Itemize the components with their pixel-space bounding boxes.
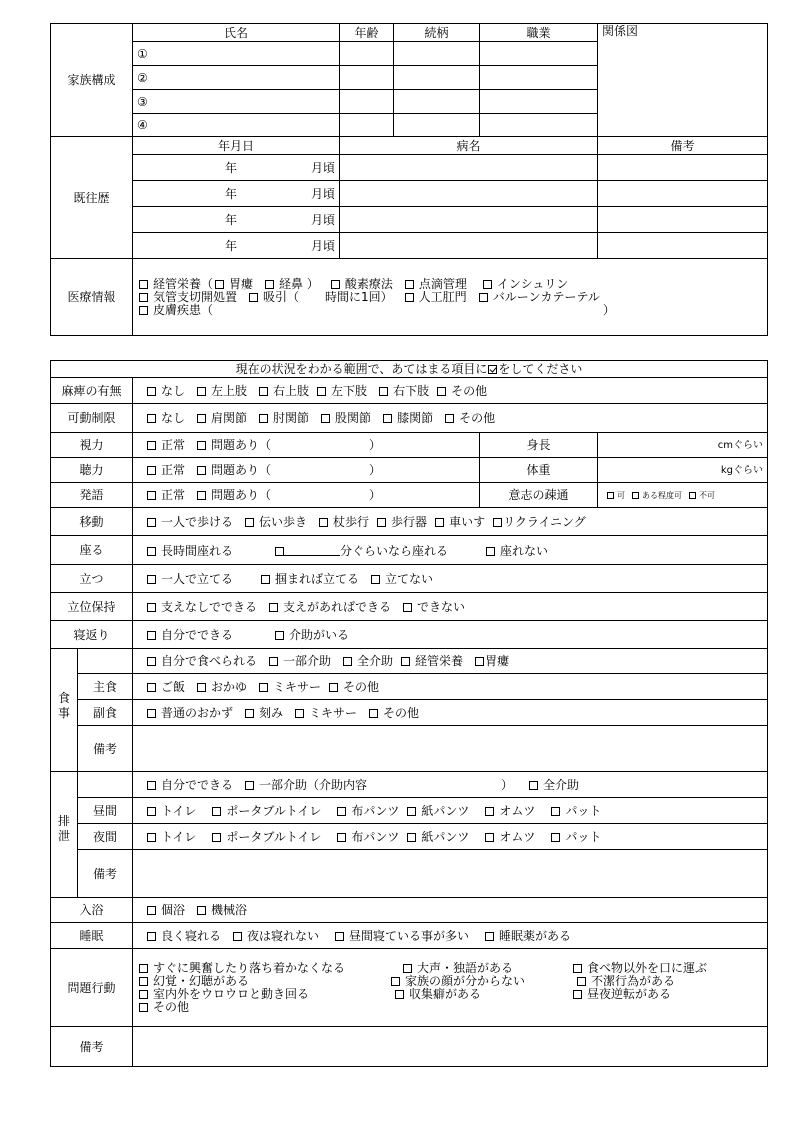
checkbox-behavior-other[interactable] bbox=[139, 1003, 148, 1012]
checkbox-paralysis-other[interactable] bbox=[437, 387, 446, 396]
checkbox-day-diaper[interactable] bbox=[485, 807, 494, 816]
checkbox-hearing-problem[interactable] bbox=[197, 466, 206, 475]
checkbox-side-other[interactable] bbox=[369, 709, 378, 718]
family-job-3[interactable] bbox=[480, 90, 598, 114]
family-relation-4[interactable] bbox=[394, 114, 480, 137]
checkbox-tube-feeding[interactable] bbox=[139, 280, 148, 289]
checkbox-night-toilet[interactable] bbox=[147, 833, 156, 842]
checkbox-speech-problem[interactable] bbox=[197, 491, 206, 500]
meal-options: 自分で食べられる 一部介助 全介助 経管栄養 胃瘻 bbox=[133, 649, 768, 674]
checkbox-limit-none[interactable] bbox=[147, 414, 156, 423]
checkbox-sit-long[interactable] bbox=[147, 547, 156, 556]
meal-section-label: 食事 bbox=[51, 649, 78, 772]
checkbox-vision-problem[interactable] bbox=[197, 441, 206, 450]
checkbox-left-lower[interactable] bbox=[317, 387, 326, 396]
staple-label: 主食 bbox=[78, 674, 133, 700]
remarks-label: 備考 bbox=[51, 1027, 133, 1067]
medical-line-2: 気管支切開処置 吸引（ 時間に1回） 人工肛門 バルーンカテーテル bbox=[137, 291, 763, 304]
weight-label: 体重 bbox=[480, 458, 598, 483]
checkbox-paralysis-none[interactable] bbox=[147, 387, 156, 396]
family-relation-1[interactable] bbox=[394, 42, 480, 66]
behavior-line-1: すぐに興奮したり落ち着かなくなる 大声・独語がある 食べ物以外を口に運ぶ bbox=[137, 962, 763, 975]
history-section-label: 既往歴 bbox=[51, 137, 133, 259]
checkbox-wheelchair[interactable] bbox=[435, 518, 444, 527]
family-name-4[interactable]: ④ bbox=[133, 114, 340, 137]
behavior-line-3: 室内外をウロウロと動き回る 収集癖がある 昼夜逆転がある bbox=[137, 988, 763, 1001]
checkbox-hold-cannot[interactable] bbox=[403, 603, 412, 612]
meal-note-label: 備考 bbox=[78, 726, 133, 772]
job-header: 職業 bbox=[480, 24, 598, 42]
medical-info-cell bbox=[133, 259, 768, 336]
roll-options: 自分でできる 介助がいる bbox=[133, 621, 768, 649]
height-field[interactable]: cmぐらい bbox=[598, 433, 768, 458]
nighttime-label: 夜間 bbox=[78, 824, 133, 850]
daytime-options: トイレ ポータブルトイレ 布パンツ 紙パンツ オムツ パット bbox=[133, 798, 768, 824]
checkbox-day-pad[interactable] bbox=[551, 807, 560, 816]
checkbox-hoarding[interactable] bbox=[395, 990, 404, 999]
weight-field[interactable]: kgぐらい bbox=[598, 458, 768, 483]
checkbox-comm-ok[interactable] bbox=[607, 492, 614, 499]
checkbox-night-diaper[interactable] bbox=[485, 833, 494, 842]
checkbox-agitation[interactable] bbox=[139, 964, 148, 973]
standing-label: 立つ bbox=[51, 565, 133, 593]
meal-note-field[interactable] bbox=[133, 726, 768, 772]
checkbox-wandering[interactable] bbox=[139, 990, 148, 999]
hearing-label: 聴力 bbox=[51, 458, 133, 483]
checkbox-gastrostomy[interactable] bbox=[215, 280, 224, 289]
excretion-options: 自分でできる 一部介助（介助内容 ） 全介助 bbox=[133, 772, 768, 798]
checkbox-stand-holding[interactable] bbox=[261, 575, 270, 584]
checkbox-face-recognition[interactable] bbox=[391, 977, 400, 986]
checkbox-roll-assist[interactable] bbox=[275, 631, 284, 640]
history-disease-4[interactable] bbox=[340, 233, 598, 259]
checkbox-individual-bath[interactable] bbox=[147, 906, 156, 915]
checkbox-cannot-sit[interactable] bbox=[486, 547, 495, 556]
checkbox-insulin[interactable] bbox=[483, 280, 492, 289]
behavior-line-4: その他 bbox=[137, 1001, 763, 1014]
checkbox-right-lower[interactable] bbox=[379, 387, 388, 396]
checkbox-sleep-well[interactable] bbox=[147, 932, 156, 941]
behavior-label: 問題行動 bbox=[51, 949, 133, 1027]
checkbox-hip[interactable] bbox=[321, 414, 330, 423]
speech-label: 発語 bbox=[51, 483, 133, 508]
checkbox-vision-normal[interactable] bbox=[147, 441, 156, 450]
checkbox-porridge[interactable] bbox=[197, 683, 206, 692]
checkbox-reclining[interactable] bbox=[493, 518, 502, 527]
medical-line-3: 皮膚疾患（ ） bbox=[137, 304, 763, 317]
family-name-1[interactable]: ① bbox=[133, 42, 340, 66]
history-date-1[interactable]: 年 月頃 bbox=[133, 155, 340, 181]
checkbox-speech-normal[interactable] bbox=[147, 491, 156, 500]
checkbox-day-paper[interactable] bbox=[407, 807, 416, 816]
family-relation-2[interactable] bbox=[394, 66, 480, 90]
checkbox-walk-alone[interactable] bbox=[147, 518, 156, 527]
family-name-3[interactable]: ③ bbox=[133, 90, 340, 114]
checkbox-rice[interactable] bbox=[147, 683, 156, 692]
name-header: 氏名 bbox=[133, 24, 340, 42]
paralysis-label: 麻痺の有無 bbox=[51, 378, 133, 404]
checkbox-eat-self[interactable] bbox=[147, 657, 156, 666]
sleep-options: 良く寝れる 夜は寝れない 昼間寝ている事が多い 睡眠薬がある bbox=[133, 923, 768, 949]
hearing-options: 正常 問題あり（ ） bbox=[133, 458, 480, 483]
checkbox-stoma[interactable] bbox=[405, 293, 414, 302]
family-history-medical-table bbox=[50, 23, 768, 336]
relation-diagram-label: 関係図 bbox=[602, 24, 639, 38]
history-note-2[interactable] bbox=[598, 181, 768, 207]
checkbox-cane[interactable] bbox=[319, 518, 328, 527]
checkbox-shouting[interactable] bbox=[403, 964, 412, 973]
checkbox-furniture-walk[interactable] bbox=[245, 518, 254, 527]
family-age-4[interactable] bbox=[340, 114, 394, 137]
history-note-4[interactable] bbox=[598, 233, 768, 259]
bath-label: 入浴 bbox=[51, 898, 133, 923]
checkbox-oxygen[interactable] bbox=[331, 280, 340, 289]
stand-hold-options: 支えなしでできる 支えがあればできる できない bbox=[133, 593, 768, 621]
checkbox-hold-supported[interactable] bbox=[269, 603, 278, 612]
family-age-3[interactable] bbox=[340, 90, 394, 114]
checkbox-hearing-normal[interactable] bbox=[147, 466, 156, 475]
relation-header: 続柄 bbox=[394, 24, 480, 42]
checkbox-day-night-reversal[interactable] bbox=[573, 990, 582, 999]
communication-label: 意志の疎通 bbox=[480, 483, 598, 508]
history-disease-1[interactable] bbox=[340, 155, 598, 181]
behavior-options bbox=[133, 949, 768, 1027]
checkbox-cannot-stand[interactable] bbox=[371, 575, 380, 584]
history-note-3[interactable] bbox=[598, 207, 768, 233]
staple-options: ご飯 おかゆ ミキサー その他 bbox=[133, 674, 768, 700]
medical-line-1: 経管栄養（ 胃瘻 経鼻 ） 酸素療法 点滴管理 インシュリン bbox=[137, 278, 763, 291]
history-disease-2[interactable] bbox=[340, 181, 598, 207]
checkbox-staple-other[interactable] bbox=[329, 683, 338, 692]
side-dish-options: 普通のおかず 刻み ミキサー その他 bbox=[133, 700, 768, 726]
relation-diagram[interactable] bbox=[598, 24, 768, 137]
checkbox-unclean[interactable] bbox=[577, 977, 586, 986]
movement-label: 移動 bbox=[51, 508, 133, 536]
checkbox-side-mixer[interactable] bbox=[295, 709, 304, 718]
checkbox-day-cloth[interactable] bbox=[337, 807, 346, 816]
date-header: 年月日 bbox=[133, 137, 340, 155]
checkbox-machine-bath[interactable] bbox=[197, 906, 206, 915]
checkbox-eat-full[interactable] bbox=[343, 657, 352, 666]
family-job-1[interactable] bbox=[480, 42, 598, 66]
paralysis-options: なし 左上肢 右上肢 左下肢 右下肢 その他 bbox=[133, 378, 768, 404]
sitting-options: 長時間座れる 分ぐらいなら座れる 座れない bbox=[133, 536, 768, 565]
checkbox-comm-partial[interactable] bbox=[632, 492, 639, 499]
checkbox-chopped[interactable] bbox=[245, 709, 254, 718]
checkbox-night-paper[interactable] bbox=[407, 833, 416, 842]
checkbox-excrete-self[interactable] bbox=[147, 781, 156, 790]
checkbox-walker[interactable] bbox=[377, 518, 386, 527]
checkbox-eat-tube[interactable] bbox=[401, 657, 410, 666]
nighttime-options: トイレ ポータブルトイレ 布パンツ 紙パンツ オムツ パット bbox=[133, 824, 768, 850]
family-age-2[interactable] bbox=[340, 66, 394, 90]
sitting-label: 座る bbox=[51, 536, 133, 565]
checkbox-drip[interactable] bbox=[405, 280, 414, 289]
checkbox-knee[interactable] bbox=[383, 414, 392, 423]
checkbox-sleeping-pills[interactable] bbox=[485, 932, 494, 941]
history-date-3[interactable]: 年 月頃 bbox=[133, 207, 340, 233]
mobility-limit-label: 可動制限 bbox=[51, 404, 133, 433]
behavior-line-2: 幻覚・幻聴がある 家族の顔が分からない 不潔行為がある bbox=[137, 975, 763, 988]
movement-options: 一人で歩ける 伝い歩き 杖歩行 歩行器 車いす リクライニング bbox=[133, 508, 768, 536]
mobility-limit-options: なし 肩関節 肘関節 股関節 膝関節 その他 bbox=[133, 404, 768, 433]
checkbox-pica[interactable] bbox=[573, 964, 582, 973]
checkbox-right-upper[interactable] bbox=[259, 387, 268, 396]
checkbox-night-cloth[interactable] bbox=[337, 833, 346, 842]
checkbox-left-upper[interactable] bbox=[197, 387, 206, 396]
family-section-label: 家族構成 bbox=[51, 24, 133, 137]
daytime-label: 昼間 bbox=[78, 798, 133, 824]
meal-blank-label bbox=[78, 649, 133, 674]
height-label: 身長 bbox=[480, 433, 598, 458]
checkbox-sit-minutes[interactable] bbox=[275, 547, 284, 556]
checked-box-icon bbox=[488, 365, 497, 374]
stand-hold-label: 立位保持 bbox=[51, 593, 133, 621]
vision-options: 正常 問題あり（ ） bbox=[133, 433, 480, 458]
checkbox-stand-alone[interactable] bbox=[147, 575, 156, 584]
age-header: 年齢 bbox=[340, 24, 394, 42]
excretion-note-field[interactable] bbox=[133, 850, 768, 898]
history-disease-3[interactable] bbox=[340, 207, 598, 233]
checkbox-eat-gastrostomy[interactable] bbox=[475, 657, 484, 666]
history-date-4[interactable]: 年 月頃 bbox=[133, 233, 340, 259]
standing-options: 一人で立てる 掴まれば立てる 立てない bbox=[133, 565, 768, 593]
history-note-1[interactable] bbox=[598, 155, 768, 181]
checkbox-balloon-catheter[interactable] bbox=[479, 293, 488, 302]
checkbox-day-portable[interactable] bbox=[212, 807, 221, 816]
checkbox-excrete-full[interactable] bbox=[529, 781, 538, 790]
family-name-2[interactable]: ② bbox=[133, 66, 340, 90]
checkbox-roll-self[interactable] bbox=[147, 631, 156, 640]
checkbox-hold-unsupported[interactable] bbox=[147, 603, 156, 612]
side-dish-label: 副食 bbox=[78, 700, 133, 726]
checkbox-no-night-sleep[interactable] bbox=[233, 932, 242, 941]
checkbox-excrete-partial[interactable] bbox=[245, 781, 254, 790]
checkbox-nasal[interactable] bbox=[265, 280, 274, 289]
communication-options: 可 ある程度可 不可 bbox=[598, 483, 768, 508]
checkbox-shoulder[interactable] bbox=[197, 414, 206, 423]
checkbox-normal-dish[interactable] bbox=[147, 709, 156, 718]
roll-label: 寝返り bbox=[51, 621, 133, 649]
history-date-2[interactable]: 年 月頃 bbox=[133, 181, 340, 207]
bath-options: 個浴 機械浴 bbox=[133, 898, 768, 923]
checkbox-staple-mixer[interactable] bbox=[259, 683, 268, 692]
disease-header: 病名 bbox=[340, 137, 598, 155]
sit-minutes-field[interactable] bbox=[284, 543, 340, 556]
family-relation-3[interactable] bbox=[394, 90, 480, 114]
family-age-1[interactable] bbox=[340, 42, 394, 66]
checkbox-hallucination[interactable] bbox=[139, 977, 148, 986]
excretion-note-label: 備考 bbox=[78, 850, 133, 898]
checkbox-night-portable[interactable] bbox=[212, 833, 221, 842]
medical-section-label: 医療情報 bbox=[51, 259, 133, 336]
history-note-header: 備考 bbox=[598, 137, 768, 155]
checkbox-day-sleep[interactable] bbox=[335, 932, 344, 941]
checkbox-eat-partial[interactable] bbox=[269, 657, 278, 666]
speech-options: 正常 問題あり（ ） bbox=[133, 483, 480, 508]
checkbox-day-toilet[interactable] bbox=[147, 807, 156, 816]
family-job-2[interactable] bbox=[480, 66, 598, 90]
vision-label: 視力 bbox=[51, 433, 133, 458]
sleep-label: 睡眠 bbox=[51, 923, 133, 949]
remarks-field[interactable] bbox=[133, 1027, 768, 1067]
excretion-blank-label bbox=[78, 772, 133, 798]
family-job-4[interactable] bbox=[480, 114, 598, 137]
current-status-table bbox=[50, 360, 768, 1067]
checkbox-limit-other[interactable] bbox=[445, 414, 454, 423]
excretion-section-label: 排泄 bbox=[51, 772, 78, 898]
checkbox-suction[interactable] bbox=[249, 293, 258, 302]
instruction-header: 現在の状況をわかる範囲で、あてはまる項目に をしてください bbox=[51, 361, 768, 378]
checkbox-skin-disease[interactable] bbox=[139, 306, 148, 315]
checkbox-night-pad[interactable] bbox=[551, 833, 560, 842]
checkbox-elbow[interactable] bbox=[259, 414, 268, 423]
checkbox-tracheostomy[interactable] bbox=[139, 293, 148, 302]
checkbox-comm-no[interactable] bbox=[689, 492, 696, 499]
